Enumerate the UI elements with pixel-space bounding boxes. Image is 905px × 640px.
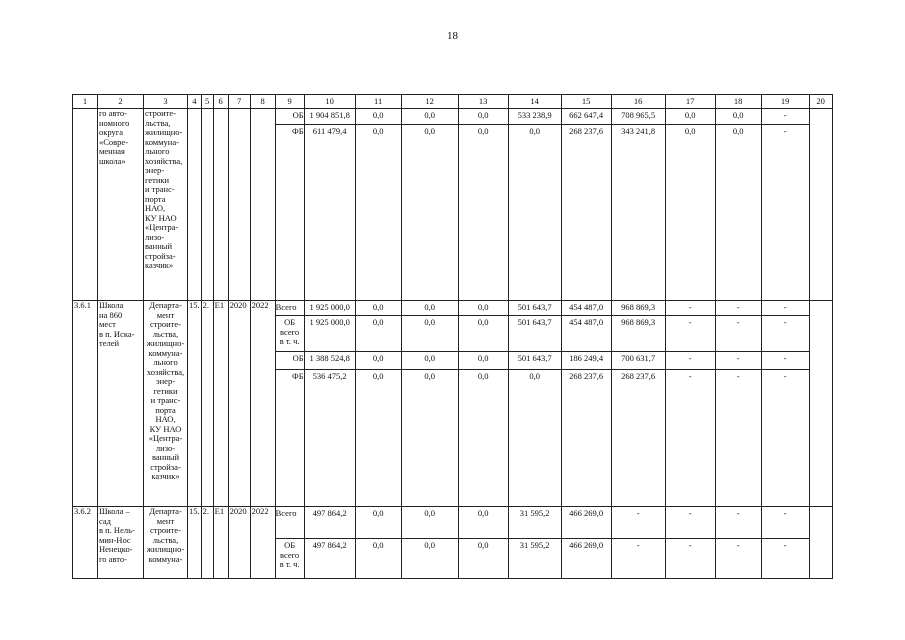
source-label: ОБ (275, 352, 304, 370)
value-cell: - (715, 539, 761, 579)
value-cell: 0,0 (458, 301, 508, 316)
value-cell: - (715, 507, 761, 539)
value-cell: 0,0 (355, 301, 401, 316)
header-cell: 19 (761, 95, 809, 109)
value-cell: - (761, 370, 809, 507)
value-cell: 0,0 (458, 370, 508, 507)
value-cell: 501 643,7 (508, 316, 561, 352)
start-year-cell: 2020 (228, 507, 250, 579)
value-cell: 501 643,7 (508, 301, 561, 316)
value-cell: 0,0 (401, 507, 458, 539)
value-cell: 0,0 (458, 316, 508, 352)
value-cell: 0,0 (665, 125, 715, 301)
value-cell: - (665, 316, 715, 352)
value-cell: 268 237,6 (561, 125, 611, 301)
empty-cell (228, 109, 250, 301)
value-cell: 0,0 (401, 125, 458, 301)
value-cell: 536 475,2 (304, 370, 355, 507)
value-cell: 31 595,2 (508, 539, 561, 579)
header-cell: 17 (665, 95, 715, 109)
value-cell: - (665, 301, 715, 316)
header-cell: 13 (458, 95, 508, 109)
value-cell: - (715, 352, 761, 370)
header-cell: 11 (355, 95, 401, 109)
end-year-cell: 2022 (250, 507, 275, 579)
value-cell: 0,0 (458, 352, 508, 370)
value-cell: - (665, 539, 715, 579)
value-cell: 501 643,7 (508, 352, 561, 370)
header-cell: 20 (809, 95, 832, 109)
source-label: ОБ всего в т. ч. (275, 316, 304, 352)
value-cell: 0,0 (355, 125, 401, 301)
value-cell: - (761, 125, 809, 301)
value-cell: - (761, 352, 809, 370)
value-cell: 533 238,9 (508, 109, 561, 125)
value-cell: 0,0 (355, 316, 401, 352)
subprogram-code-cell: 2. (201, 507, 213, 579)
empty-cell (809, 109, 832, 301)
value-cell: - (761, 109, 809, 125)
value-cell: 497 864,2 (304, 539, 355, 579)
table-row (73, 301, 833, 316)
value-cell: 0,0 (401, 301, 458, 316)
value-cell: 700 631,7 (611, 352, 665, 370)
value-cell: 0,0 (715, 109, 761, 125)
value-cell: 0,0 (458, 507, 508, 539)
header-row (73, 95, 833, 109)
value-cell: 497 864,2 (304, 507, 355, 539)
value-cell: 0,0 (508, 125, 561, 301)
header-cell: 9 (275, 95, 304, 109)
value-cell: 0,0 (458, 125, 508, 301)
value-cell: - (665, 352, 715, 370)
value-cell: 466 269,0 (561, 507, 611, 539)
empty-cell (213, 109, 228, 301)
code-cell (73, 109, 98, 301)
program-code-cell: 15. (188, 507, 202, 579)
value-cell: 611 479,4 (304, 125, 355, 301)
code-cell: 3.6.1 (73, 301, 98, 507)
source-label: ФБ (275, 125, 304, 301)
value-cell: 0,0 (458, 539, 508, 579)
table-row (73, 507, 833, 539)
header-cell: 16 (611, 95, 665, 109)
value-cell: 662 647,4 (561, 109, 611, 125)
end-year-cell: 2022 (250, 301, 275, 507)
value-cell: - (761, 316, 809, 352)
value-cell: - (665, 507, 715, 539)
page-number: 18 (447, 30, 458, 42)
value-cell: 0,0 (355, 539, 401, 579)
value-cell: 454 487,0 (561, 301, 611, 316)
source-label: Всего (275, 507, 304, 539)
value-cell: 0,0 (355, 507, 401, 539)
value-cell: 186 249,4 (561, 352, 611, 370)
header-cell: 5 (201, 95, 213, 109)
value-cell: 708 965,5 (611, 109, 665, 125)
subprogram-code-cell: 2. (201, 301, 213, 507)
value-cell: 31 595,2 (508, 507, 561, 539)
value-cell: 466 269,0 (561, 539, 611, 579)
value-cell: 0,0 (458, 109, 508, 125)
empty-cell (809, 301, 832, 507)
header-cell: 18 (715, 95, 761, 109)
header-cell: 15 (561, 95, 611, 109)
value-cell: 1 904 851,8 (304, 109, 355, 125)
value-cell: 0,0 (401, 370, 458, 507)
project-code-cell: E1 (213, 507, 228, 579)
empty-cell (201, 109, 213, 301)
source-label: ОБ всего в т. ч. (275, 539, 304, 579)
value-cell: 0,0 (401, 109, 458, 125)
value-cell: 0,0 (715, 125, 761, 301)
header-cell: 14 (508, 95, 561, 109)
header-cell: 12 (401, 95, 458, 109)
source-label: ФБ (275, 370, 304, 507)
value-cell: 0,0 (401, 316, 458, 352)
value-cell: 0,0 (401, 539, 458, 579)
value-cell: 343 241,8 (611, 125, 665, 301)
value-cell: 1 388 524,8 (304, 352, 355, 370)
header-cell: 7 (228, 95, 250, 109)
header-cell: 10 (304, 95, 355, 109)
budget-table (72, 94, 833, 579)
value-cell: - (611, 539, 665, 579)
object-name-cell: Школа – сад в п. Нель- мин-Нос Ненецко- го авто- (98, 507, 144, 579)
object-name-cell: го авто- номного округа «Совре- менная школа» (98, 109, 144, 301)
start-year-cell: 2020 (228, 301, 250, 507)
value-cell: 0,0 (401, 352, 458, 370)
value-cell: - (761, 301, 809, 316)
source-label: ОБ (275, 109, 304, 125)
code-cell: 3.6.2 (73, 507, 98, 579)
header-cell: 4 (188, 95, 202, 109)
value-cell: 454 487,0 (561, 316, 611, 352)
executor-cell: Департа- мент строите- льства, жилищно- коммуна- льного хозяйства, энер- гетики и транс- порта НАО, КУ НАО «Центра- лизо- ванный стройза- казчик» (144, 301, 188, 507)
value-cell: 0,0 (665, 109, 715, 125)
empty-cell (809, 507, 832, 579)
header-cell: 6 (213, 95, 228, 109)
value-cell: 968 869,3 (611, 316, 665, 352)
value-cell: 0,0 (508, 370, 561, 507)
value-cell: 968 869,3 (611, 301, 665, 316)
program-code-cell: 15. (188, 301, 202, 507)
value-cell: - (715, 316, 761, 352)
value-cell: 1 925 000,0 (304, 316, 355, 352)
object-name-cell: Школа на 860 мест в п. Иска- телей (98, 301, 144, 507)
header-cell: 3 (144, 95, 188, 109)
empty-cell (188, 109, 202, 301)
value-cell: - (715, 301, 761, 316)
value-cell: 0,0 (355, 370, 401, 507)
value-cell: - (715, 370, 761, 507)
executor-cell: строите- льства, жилищно- коммуна- льного хозяйства, энер- гетики и транс- порта НАО, КУ НАО «Центра- лизо- ванный стройза- казчик» (144, 109, 188, 301)
header-cell: 1 (73, 95, 98, 109)
executor-cell: Департа- мент строите- льства, жилищно- коммуна- (144, 507, 188, 579)
value-cell: - (611, 507, 665, 539)
project-code-cell: E1 (213, 301, 228, 507)
table-row (73, 109, 833, 125)
value-cell: - (761, 507, 809, 539)
value-cell: 0,0 (355, 352, 401, 370)
value-cell: - (665, 370, 715, 507)
value-cell: 268 237,6 (561, 370, 611, 507)
value-cell: 1 925 000,0 (304, 301, 355, 316)
empty-cell (250, 109, 275, 301)
value-cell: 268 237,6 (611, 370, 665, 507)
source-label: Всего (275, 301, 304, 316)
header-cell: 2 (98, 95, 144, 109)
header-cell: 8 (250, 95, 275, 109)
value-cell: 0,0 (355, 109, 401, 125)
value-cell: - (761, 539, 809, 579)
